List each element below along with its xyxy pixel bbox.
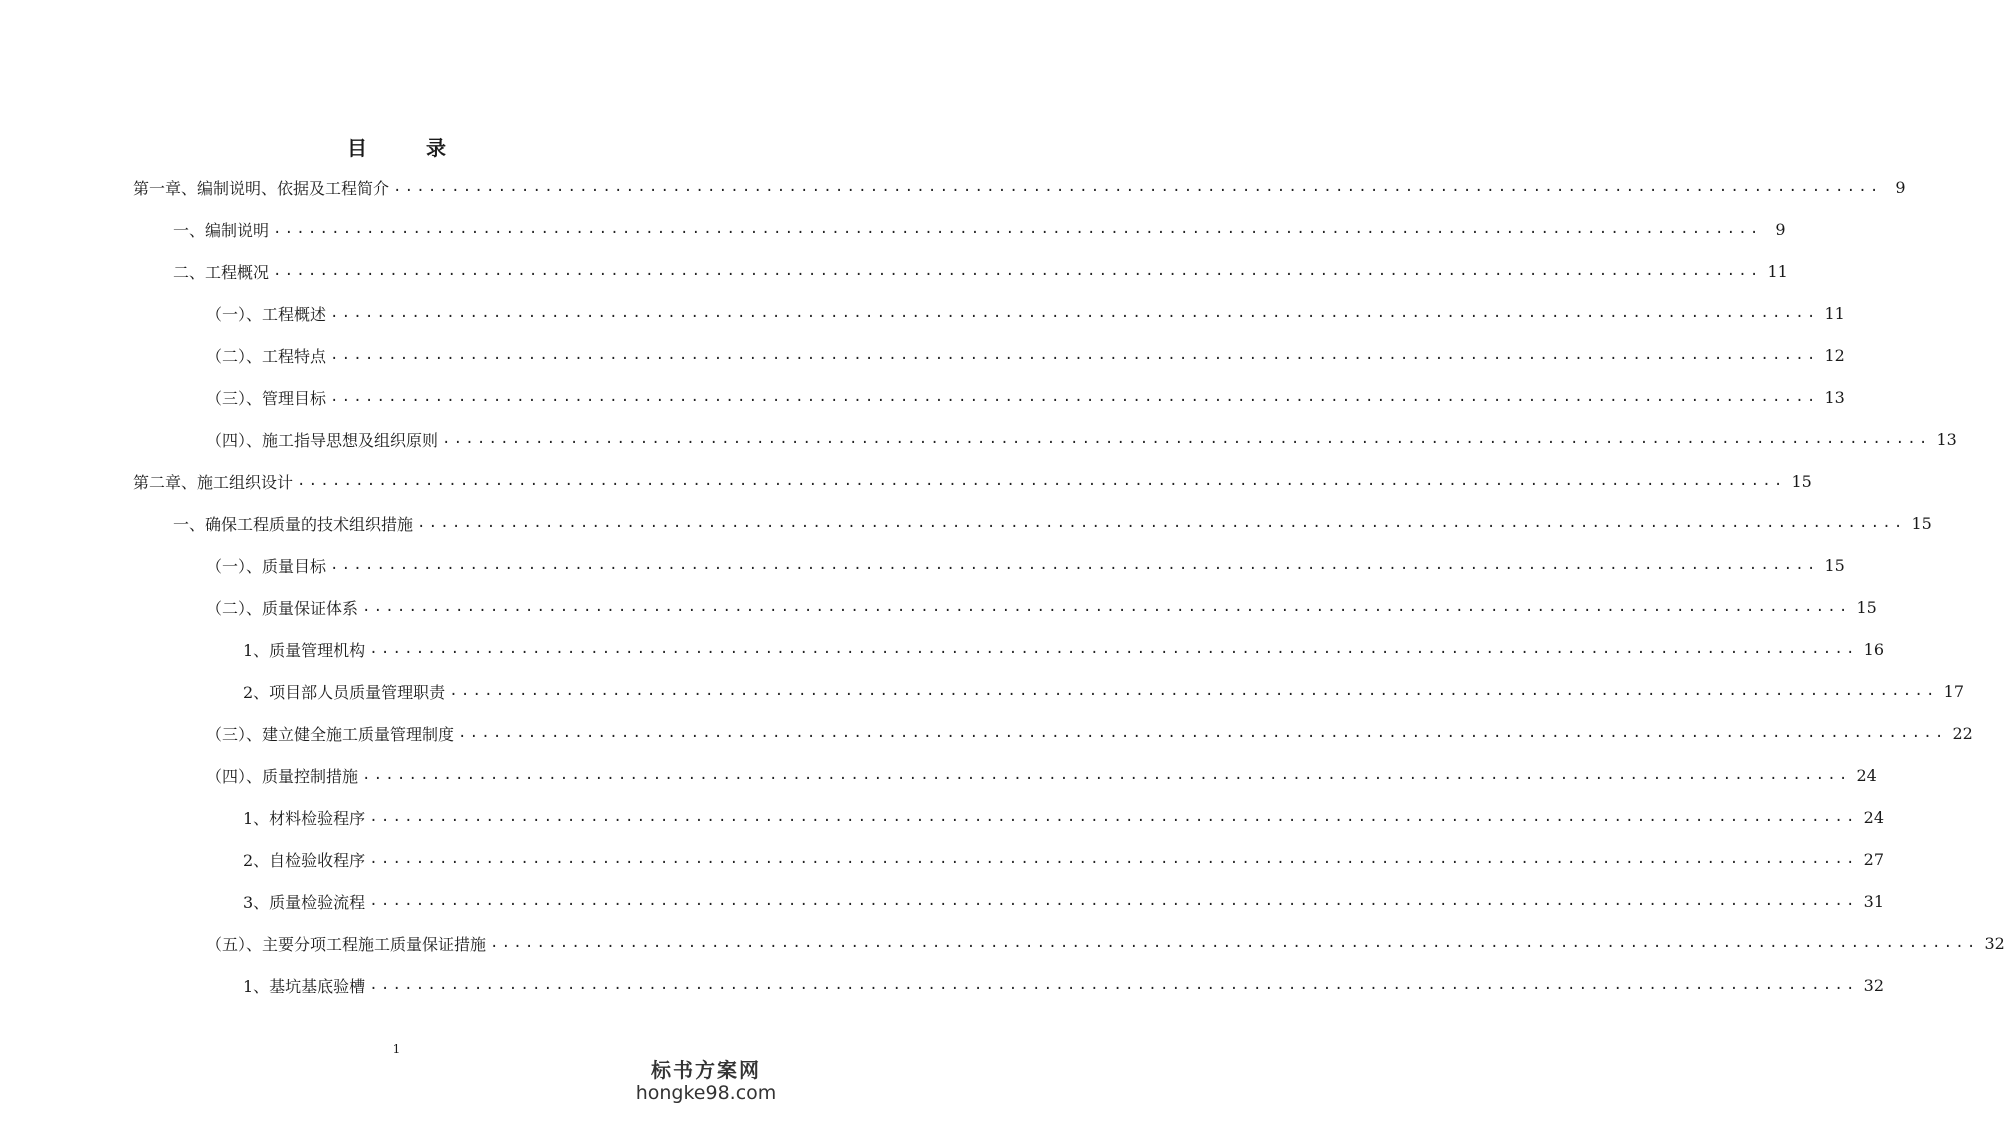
toc-entry-text: 1、基坑基底验槽 (243, 976, 366, 996)
toc-entry[interactable] (243, 796, 1885, 838)
toc-entry-page: 9 (1775, 219, 1786, 239)
toc-entry[interactable] (206, 418, 1957, 460)
toc-entry-page: 13 (1936, 429, 1957, 449)
toc-entry-text: 2、自检验收程序 (243, 850, 366, 870)
toc-dot-leader: ................................................................................................................................ (369, 641, 1858, 657)
toc-entry[interactable] (206, 292, 1845, 334)
toc-entry[interactable] (243, 964, 1885, 1006)
toc-entry[interactable] (206, 334, 1845, 376)
toc-entry-text: （三）、管理目标 (206, 388, 327, 408)
toc-entry-text: （二）、质量保证体系 (206, 598, 359, 618)
toc-entry-text: 第二章、施工组织设计 (133, 472, 294, 492)
toc-entry[interactable] (243, 628, 1885, 670)
toc-dot-leader: ................................................................................................................................ (369, 851, 1858, 867)
toc-dot-leader: ................................................................................................................................ (330, 347, 1819, 363)
toc-entry-text: 1、质量管理机构 (243, 640, 366, 660)
toc-entry-page: 15 (1856, 597, 1877, 617)
toc-dot-leader: ................................................................................................................................ (369, 977, 1858, 993)
toc-entry[interactable] (206, 376, 1845, 418)
toc-entry-text: 一、编制说明 (173, 220, 270, 240)
toc-dot-leader: ................................................................................................................................ (442, 431, 1931, 447)
toc-entry[interactable] (173, 208, 1786, 250)
toc-dot-leader: ................................................................................................................................ (369, 809, 1858, 825)
toc-entry[interactable] (173, 250, 1788, 292)
toc-dot-leader: ................................................................................................................................ (273, 263, 1762, 279)
toc-dot-leader: ................................................................................................................................ (330, 389, 1819, 405)
toc-entry-page: 11 (1767, 261, 1788, 281)
toc-entry-page: 32 (1863, 975, 1885, 995)
toc-entry[interactable] (243, 880, 1885, 922)
toc-entry-text: 1、材料检验程序 (243, 808, 366, 828)
toc-entry[interactable] (206, 544, 1845, 586)
toc-entry-page: 15 (1911, 513, 1932, 533)
toc-entry[interactable] (206, 754, 1877, 796)
toc-entry[interactable] (133, 166, 1906, 208)
toc-dot-leader: ................................................................................................................................ (297, 473, 1786, 489)
toc-dot-leader: ................................................................................................................................ (490, 935, 1979, 951)
toc-entry[interactable] (206, 922, 2005, 964)
toc-entry-page: 11 (1824, 303, 1845, 323)
toc-entry-text: （二）、工程特点 (206, 346, 327, 366)
toc-dot-leader: ................................................................................................................................ (458, 725, 1947, 741)
toc-entry-text: 2、项目部人员质量管理职责 (243, 682, 446, 702)
toc-dot-leader: ................................................................................................................................ (330, 557, 1819, 573)
toc-entry-page: 32 (1984, 933, 2005, 953)
toc-entry[interactable] (206, 586, 1877, 628)
toc-entry-text: 第一章、编制说明、依据及工程简介 (133, 178, 390, 198)
toc-entry[interactable] (173, 502, 1932, 544)
toc-entry-text: （一）、质量目标 (206, 556, 327, 576)
toc-entry-page: 13 (1824, 387, 1845, 407)
toc-entry[interactable] (243, 670, 1965, 712)
toc-entry-text: 3、质量检验流程 (243, 892, 366, 912)
toc-dot-leader: ................................................................................................................................ (273, 221, 1762, 237)
toc-entry-page: 16 (1863, 639, 1885, 659)
toc-entry-text: 二、工程概况 (173, 262, 270, 282)
toc-dot-leader: ................................................................................................................................ (417, 515, 1906, 531)
toc-entry-text: （三）、建立健全施工质量管理制度 (206, 724, 455, 744)
toc-entry-text: （四）、质量控制措施 (206, 766, 359, 786)
toc-entry-page: 24 (1856, 765, 1877, 785)
toc-dot-leader: ................................................................................................................................ (362, 767, 1851, 783)
toc-entry-text: （一）、工程概述 (206, 304, 327, 324)
watermark (631, 1058, 781, 1104)
toc-entry-text: （五）、主要分项工程施工质量保证措施 (206, 934, 487, 954)
toc-entry[interactable] (206, 712, 1973, 754)
toc-entry[interactable] (133, 460, 1812, 502)
toc-entry-page: 15 (1824, 555, 1845, 575)
page-number: 1 (392, 1042, 401, 1056)
toc-entry-page: 31 (1863, 891, 1885, 911)
toc-entry-page: 27 (1863, 849, 1885, 869)
toc-dot-leader: ................................................................................................................................ (330, 305, 1819, 321)
watermark-name: 标书方案网 (651, 1058, 761, 1082)
toc-dot-leader: ................................................................................................................................ (393, 179, 1882, 195)
toc-dot-leader: ................................................................................................................................ (449, 683, 1938, 699)
page-title: 目 录 (347, 136, 472, 160)
watermark-url: hongke98.com (635, 1082, 777, 1104)
toc-entry-page: 17 (1943, 681, 1965, 701)
toc-entry-page: 24 (1863, 807, 1885, 827)
toc-entry-text: 一、确保工程质量的技术组织措施 (173, 514, 414, 534)
toc-entry-page: 9 (1895, 177, 1906, 197)
toc-entry-page: 22 (1952, 723, 1973, 743)
toc-entry[interactable] (243, 838, 1885, 880)
toc-dot-leader: ................................................................................................................................ (362, 599, 1851, 615)
toc-entry-page: 15 (1791, 471, 1812, 491)
toc-entry-text: （四）、施工指导思想及组织原则 (206, 430, 439, 450)
toc-dot-leader: ................................................................................................................................ (369, 893, 1858, 909)
toc-entry-page: 12 (1824, 345, 1845, 365)
